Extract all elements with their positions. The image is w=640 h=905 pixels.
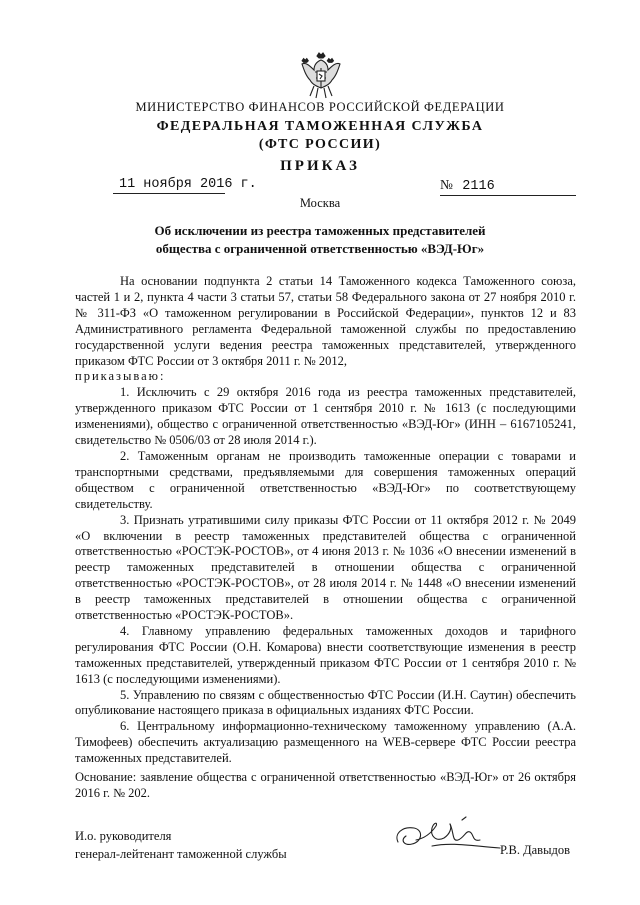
signer-position-line-2: генерал-лейтенант таможенной службы xyxy=(75,847,287,861)
service-abbreviation: (ФТС РОССИИ) xyxy=(258,137,382,152)
order-directive: приказываю: xyxy=(75,369,166,384)
preamble-paragraph: На основании подпункта 2 статьи 14 Таможенного кодекса Таможенного союза, частей 1 и 2, пункта 4 части 3 статьи 57, статьи 58 Федерального закона от 27 ноября 2010 г. № 311-ФЗ «О таможенном регулировании в Российской Федерации», пунктов 12 и 83 Административного регламента Федеральной таможенной службы по предоставлению государственной услуги ведения реестра таможенных представителей, утвержденного приказом ФТС России от 3 октября 2011 г. № 2012, xyxy=(75,274,576,368)
handwritten-signature xyxy=(392,812,504,858)
order-item-6: 6. Центральному информационно-техническому таможенному управлению (А.А. Тимофеев) обеспечить актуализацию размещенного на WEB-сервере ФТС России реестра таможенных представителей. xyxy=(75,719,576,766)
order-item-5: 5. Управлению по связям с общественностью ФТС России (И.Н. Саутин) обеспечить опубликование настоящего приказа в официальных изданиях ФТС России. xyxy=(75,687,576,718)
signer-position xyxy=(75,827,287,863)
coat-of-arms-emblem xyxy=(300,52,342,100)
service-title: ФЕДЕРАЛЬНАЯ ТАМОЖЕННАЯ СЛУЖБА xyxy=(156,119,484,134)
number-sign: № xyxy=(440,177,453,192)
basis-paragraph: Основание: заявление общества с ограниченной ответственностью «ВЭД-Юг» от 26 октября 2016 г. № 202. xyxy=(75,770,576,800)
order-body xyxy=(75,274,576,767)
signer-name: Р.В. Давыдов xyxy=(500,843,570,857)
city: Москва xyxy=(299,196,341,210)
document-type: ПРИКАЗ xyxy=(280,158,360,174)
order-item-3: 3. Признать утратившими силу приказы ФТС России от 11 октября 2012 г. № 2049 «О включении в реестр таможенных представителей общества с ограниченной ответственностью «РОСТЭК-РОСТОВ», от 4 июня 2013 г. № 1036 «О внесении изменений в реестр таможенных представителей в отношении общества с ограниченной ответственностью «РОСТЭК-РОСТОВ», от 28 июля 2014 г. № 1448 «О внесении изменений в реестр таможенных представителей в отношении общества с ограниченной ответственностью «РОСТЭК-РОСТОВ». xyxy=(75,512,576,623)
order-number-field xyxy=(440,177,576,196)
order-number: 2116 xyxy=(462,179,495,194)
order-item-4: 4. Главному управлению федеральных таможенных доходов и тарифного регулирования ФТС России (О.Н. Комарова) внести соответствующие изменения в реестр таможенных представителей, утвержденный приказом ФТС России от 1 сентября 2010 г. № 1613 (с последующими изменениями). xyxy=(75,623,576,686)
subject-line-2: общества с ограниченной ответственностью «ВЭД-Юг» xyxy=(155,241,485,256)
order-item-1: 1. Исключить с 29 октября 2016 года из реестра таможенных представителей, утвержденного приказом ФТС России от 1 сентября 2010 г. № 1613 (с последующими изменениями), общество с ограниченной ответственностью «ВЭД-Юг» (ИНН – 6167105241, свидетельство № 0506/03 от 28 июля 2014 г.). xyxy=(75,385,576,448)
order-item-2: 2. Таможенным органам не производить таможенные операции с товарами и транспортными средствами, предъявляемыми для совершения таможенных операций обществом с ограниченной ответственностью «ВЭД-Юг» по соответствующему свидетельству. xyxy=(75,448,576,511)
order-date: 11 ноября 2016 г. xyxy=(113,177,225,194)
subject-line-1: Об исключении из реестра таможенных представителей xyxy=(154,223,486,238)
order-subject xyxy=(0,222,640,258)
ministry-title: МИНИСТЕРСТВО ФИНАНСОВ РОССИЙСКОЙ ФЕДЕРАЦИИ xyxy=(135,100,505,114)
signer-position-line-1: И.о. руководителя xyxy=(75,829,172,843)
